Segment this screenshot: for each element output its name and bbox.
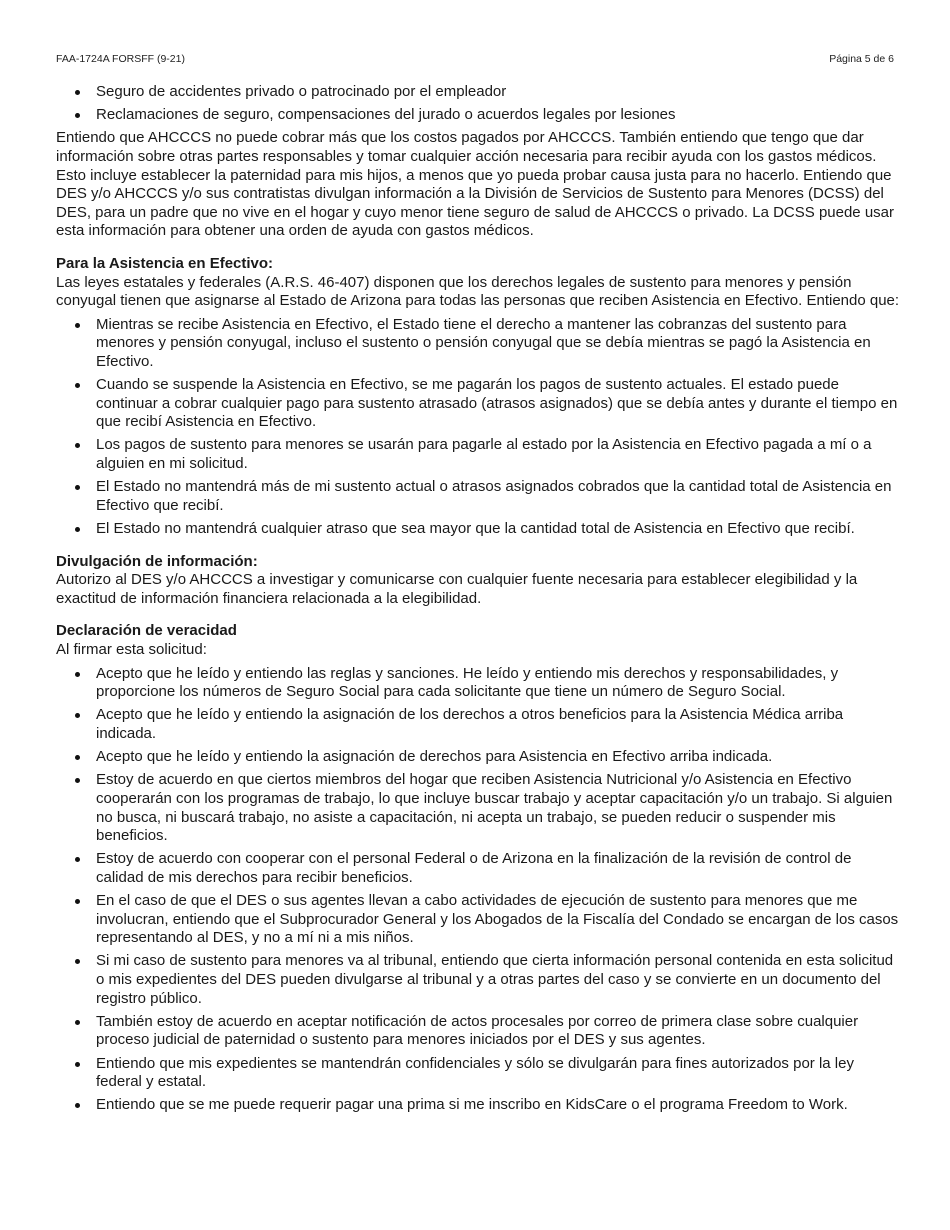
list-item: Seguro de accidentes privado o patrocinado por el empleador xyxy=(56,83,902,102)
truthfulness-list xyxy=(56,665,902,1115)
list-item: Reclamaciones de seguro, compensaciones del jurado o acuerdos legales por lesiones xyxy=(56,106,902,125)
list-item: El Estado no mantendrá cualquier atraso que sea mayor que la cantidad total de Asistencia en Efectivo que recibí. xyxy=(56,520,902,539)
list-item: Acepto que he leído y entiendo las reglas y sanciones. He leído y entiendo mis derechos y responsabilidades, y proporcione los números de Seguro Social para cada solicitante que tiene un número de Seguro Social. xyxy=(56,665,902,702)
list-item: Acepto que he leído y entiendo la asignación de los derechos a otros beneficios para la Asistencia Médica arriba indicada. xyxy=(56,706,902,743)
insurance-sources-list xyxy=(56,83,902,125)
list-item: Entiendo que mis expedientes se mantendrán confidenciales y sólo se divulgarán para fines autorizados por la ley federal y estatal. xyxy=(56,1055,902,1092)
disclosure-text: Autorizo al DES y/o AHCCCS a investigar y comunicarse con cualquier fuente necesaria para establecer elegibilidad y la exactitud de información financiera relacionada a la elegibilidad. xyxy=(56,571,858,607)
cash-assistance-list xyxy=(56,316,902,539)
list-item: En el caso de que el DES o sus agentes llevan a cabo actividades de ejecución de sustento para menores que me involucran, entiendo que el Subprocurador General y los Abogados de la Fiscalía del Condado se encargan de los casos representando al DES, y no a mí ni a mis niños. xyxy=(56,892,902,948)
cash-assistance-heading: Para la Asistencia en Efectivo: xyxy=(56,254,274,272)
disclosure-heading: Divulgación de información: xyxy=(56,552,258,570)
page-number: Página 5 de 6 xyxy=(829,53,894,65)
document-body xyxy=(56,83,902,1120)
cash-assistance-intro: Las leyes estatales y federales (A.R.S. 46-407) disponen que los derechos legales de sustento para menores y pensión conyugal tienen que asignarse al Estado de Arizona para todas las personas que reciben Asistencia en Efectivo. Entiendo que: xyxy=(56,273,900,310)
list-item: El Estado no mantendrá más de mi sustento actual o atrasos asignados cobrados que la cantidad total de Asistencia en Efectivo que recibí. xyxy=(56,478,902,515)
truthfulness-heading: Declaración de veracidad xyxy=(56,622,237,640)
list-item: Acepto que he leído y entiendo la asignación de derechos para Asistencia en Efectivo arriba indicada. xyxy=(56,748,902,767)
list-item: Cuando se suspende la Asistencia en Efectivo, se me pagarán los pagos de sustento actuales. El estado puede continuar a cobrar cualquier pago para sustento atrasado (atrasos asignados) que se debía antes y durante el tiempo en que recibí Asistencia en Efectivo. xyxy=(56,376,902,432)
list-item: Entiendo que se me puede requerir pagar una prima si me inscribo en KidsCare o el programa Freedom to Work. xyxy=(56,1096,902,1115)
list-item: Mientras se recibe Asistencia en Efectivo, el Estado tiene el derecho a mantener las cobranzas del sustento para menores y pensión conyugal, incluso el sustento o pensión conyugal que se debía mientras se pagó la Asistencia en Efectivo. xyxy=(56,316,902,372)
list-item: Estoy de acuerdo con cooperar con el personal Federal o de Arizona en la finalización de la revisión de control de calidad de mis derechos para recibir beneficios. xyxy=(56,850,902,887)
ahcccs-paragraph: Entiendo que AHCCCS no puede cobrar más que los costos pagados por AHCCCS. También entiendo que tengo que dar información sobre otras partes responsables y tomar cualquier acción necesaria para recibir ayuda con los gastos médicos. Esto incluye establecer la paternidad para mis hijos, a menos que yo pueda probar causa justa para no hacerlo. Entiendo que DES y/o AHCCCS y/o sus contratistas divulgan información a la División de Servicios de Sustento para Menores (DCSS) del DES, para un padre que no vive en el hogar y cuyo menor tiene seguro de salud de AHCCCS o privado. La DCSS puede usar esta información para obtener una orden de ayuda con gastos médicos. xyxy=(56,129,895,240)
truthfulness-intro: Al firmar esta solicitud: xyxy=(56,641,207,658)
list-item: También estoy de acuerdo en aceptar notificación de actos procesales por correo de primera clase sobre cualquier proceso judicial de paternidad o sustento para menores iniciados por el DES y sus agentes. xyxy=(56,1013,902,1050)
list-item: Estoy de acuerdo en que ciertos miembros del hogar que reciben Asistencia Nutricional y/o Asistencia en Efectivo cooperarán con los programas de trabajo, lo que incluye buscar trabajo y aceptar capacitación y/o un trabajo. Si alguien no busca, ni buscará trabajo, no asiste a capacitación, ni acepta un trabajo, se pueden reducir o suspender mis beneficios. xyxy=(56,771,902,845)
page-header xyxy=(56,53,894,65)
list-item: Si mi caso de sustento para menores va al tribunal, entiendo que cierta información personal contenida en esta solicitud o mis expedientes del DES pueden divulgarse al tribunal y a otras partes del caso y se convierte en un documento del registro público. xyxy=(56,952,902,1008)
form-id: FAA-1724A FORSFF (9-21) xyxy=(56,53,185,65)
list-item: Los pagos de sustento para menores se usarán para pagarle al estado por la Asistencia en Efectivo pagada a mí o a alguien en mi solicitud. xyxy=(56,436,902,473)
